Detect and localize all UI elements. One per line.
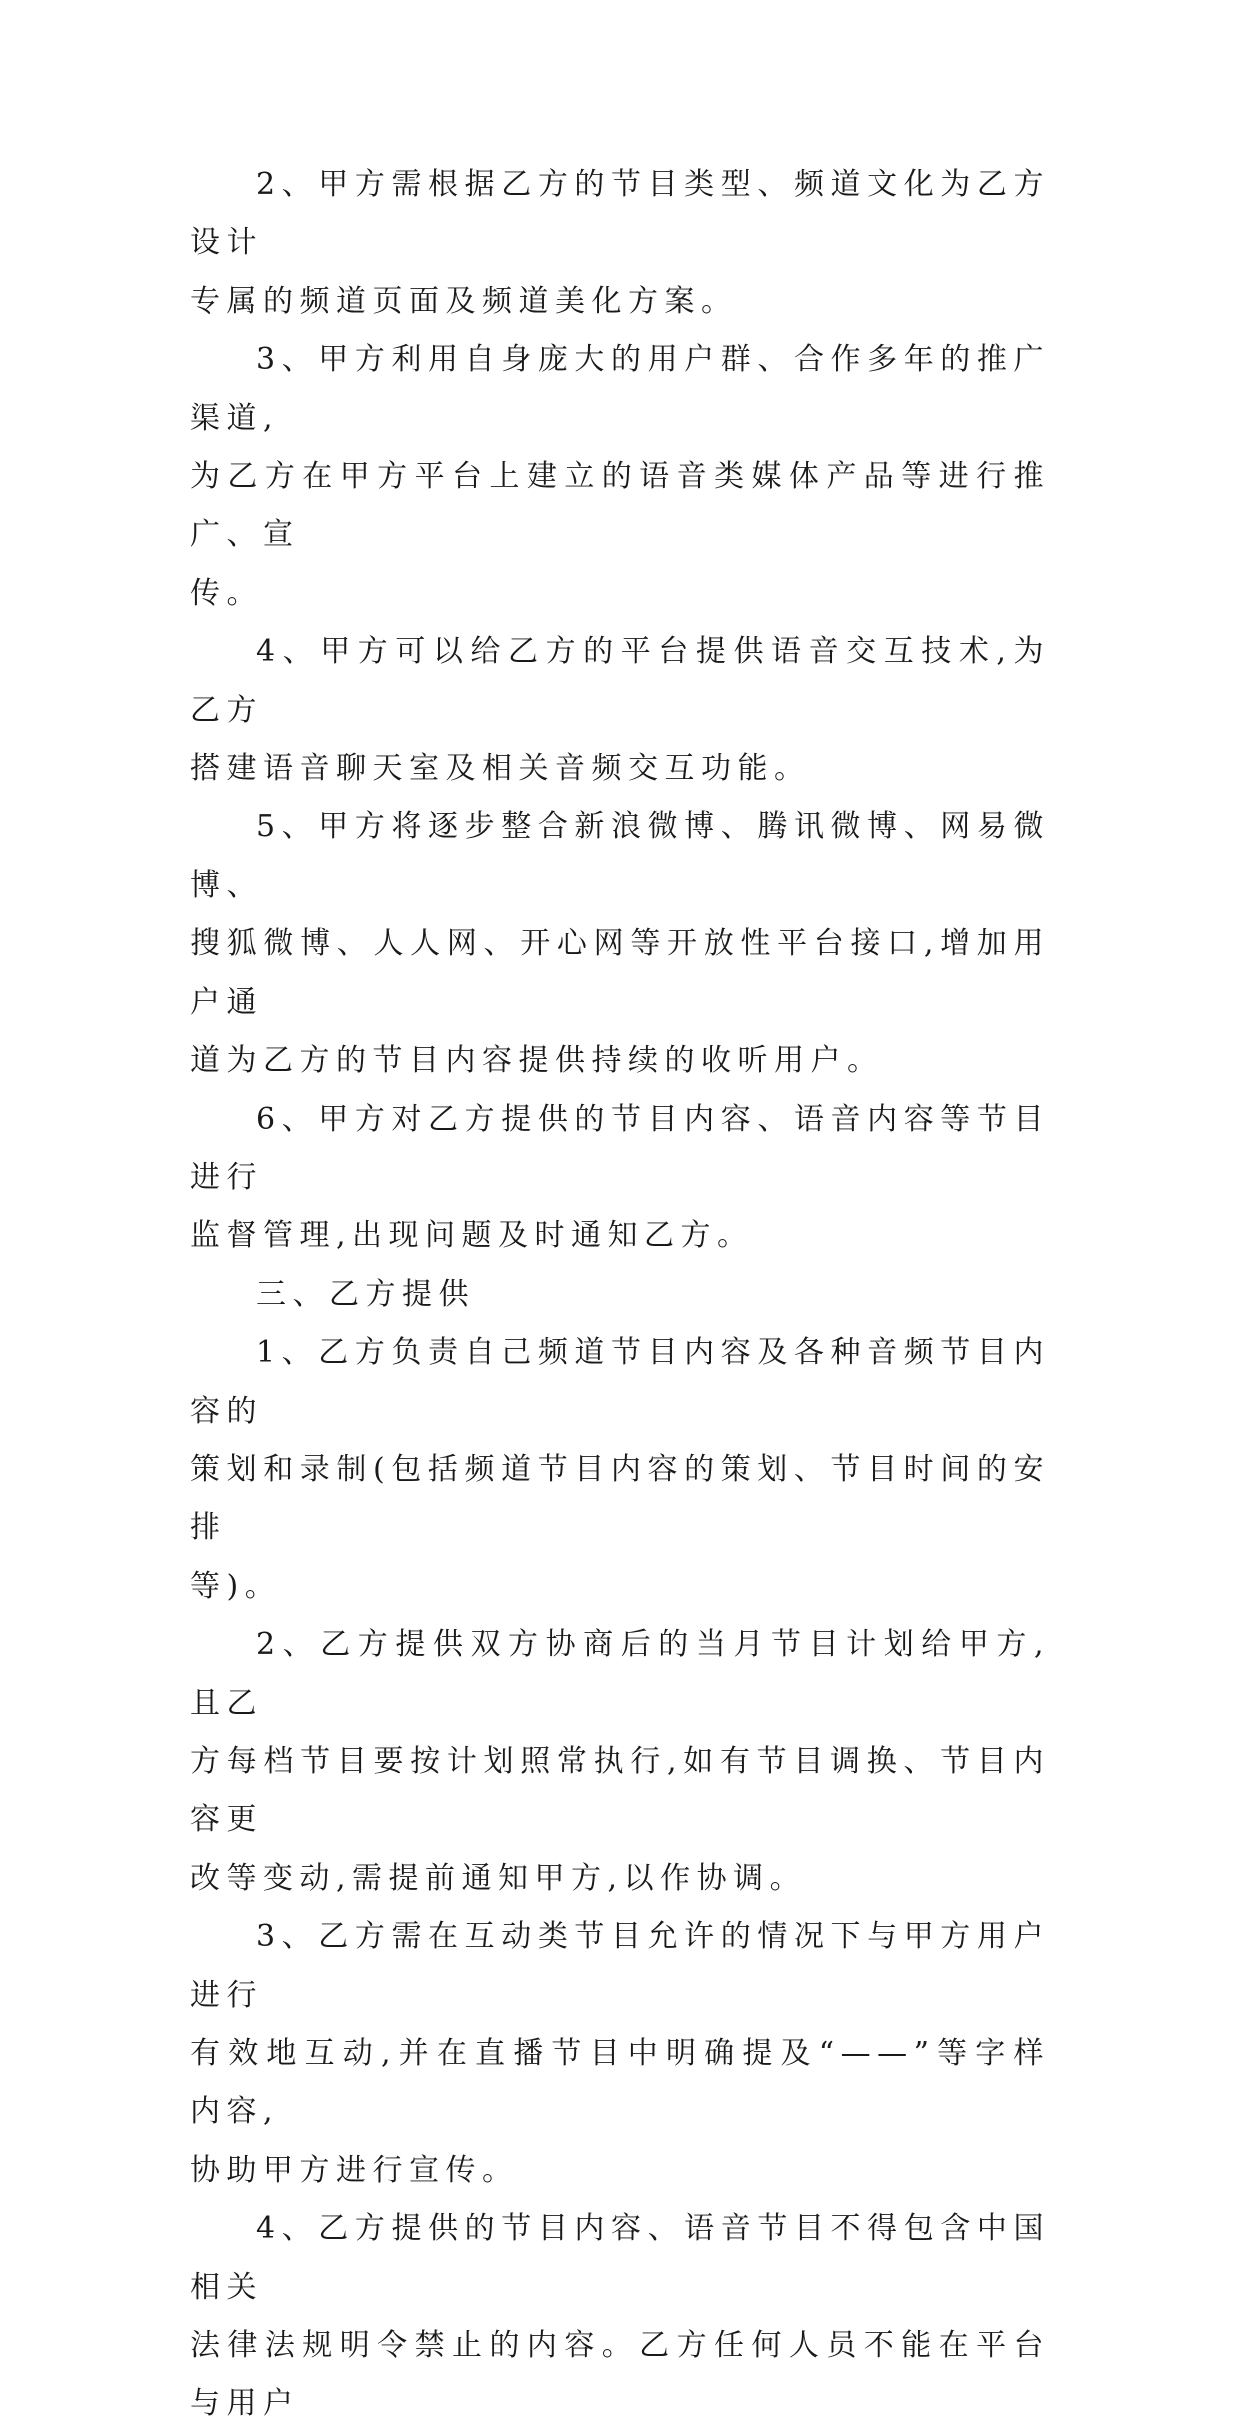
paragraph-item-4-b: 4、乙方提供的节目内容、语音节目不得包含中国相关 法律法规明令禁止的内容。乙方任何人员不能在平台与用户 xyxy=(190,2211,1050,2422)
section-heading-3: 三、乙方提供 xyxy=(256,1276,475,1312)
paragraph-item-3-b: 3、乙方需在互动类节目允许的情况下与甲方用户进行 有效地互动,并在直播节目中明确提及“——”等字样内容, 协助甲方进行宣传。 xyxy=(190,1919,1050,2188)
paragraph-item-2-b: 2、乙方提供双方协商后的当月节目计划给甲方,且乙 方每档节目要按计划照常执行,如有节目调换、节目内容更 改等变动,需提前通知甲方,以作协调。 xyxy=(190,1627,1050,1896)
paragraph-item-1-b: 1、乙方负责自己频道节目内容及各种音频节目内容的 策划和录制(包括频道节目内容的策划、节目时间的安排 等)。 xyxy=(190,1335,1050,1604)
paragraph-item-4-a: 4、甲方可以给乙方的平台提供语音交互技术,为乙方 搭建语音聊天室及相关音频交互功能。 xyxy=(190,634,1050,787)
paragraph-item-2-a: 2、甲方需根据乙方的节目类型、频道文化为乙方设计 专属的频道页面及频道美化方案。 xyxy=(190,167,1050,319)
paragraph-item-5-a: 5、甲方将逐步整合新浪微博、腾讯微博、网易微博、 搜狐微博、人人网、开心网等开放性平台接口,增加用户通 道为乙方的节目内容提供持续的收听用户。 xyxy=(190,809,1050,1079)
paragraph-item-6-a: 6、甲方对乙方提供的节目内容、语音内容等节目进行 监督管理,出现问题及时通知乙方。 xyxy=(190,1101,1050,1254)
paragraph-item-3-a: 3、甲方利用自身庞大的用户群、合作多年的推广渠道, 为乙方在甲方平台上建立的语音类媒体产品等进行推广、宣 传。 xyxy=(190,342,1050,611)
document-body xyxy=(190,156,1050,2434)
